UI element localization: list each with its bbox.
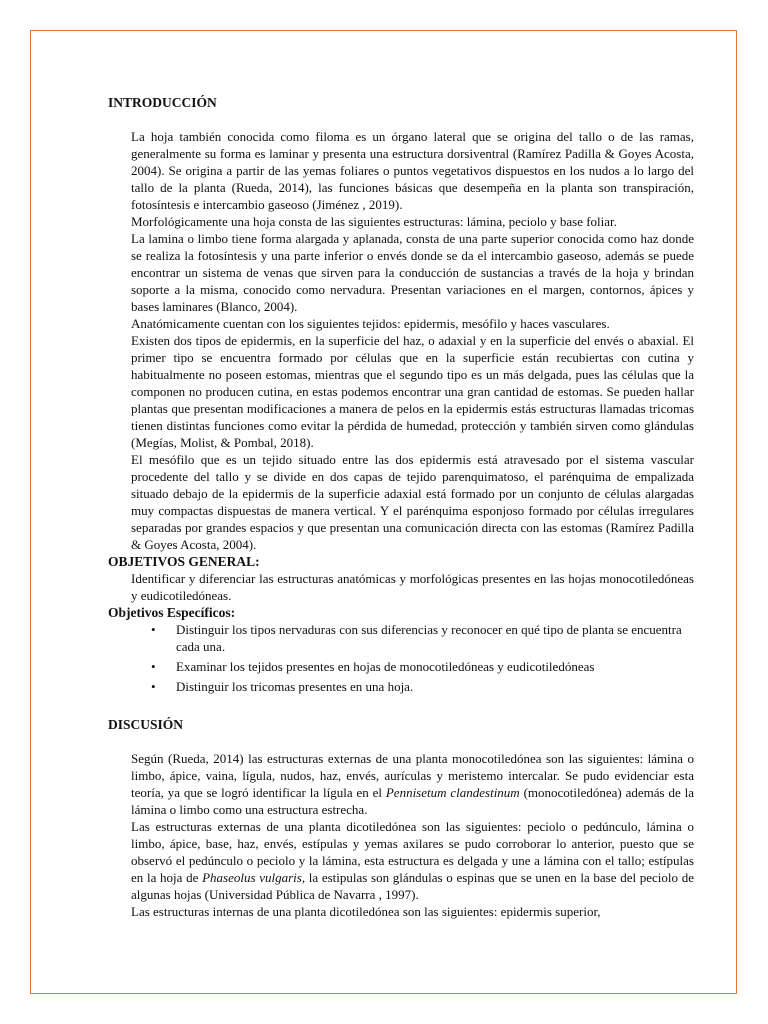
list-item: • Distinguir los tipos nervaduras con sus diferencias y reconocer en qué tipo de planta se encuentra cada una.	[151, 622, 682, 654]
intro-paragraph-6: El mesófilo que es un tejido situado entre las dos epidermis está atravesado por el sistema vascular procedente del tallo y se divide en dos capas de tejido parenquimatoso, el parénquima de empalizada situado debajo de la epidermis de la superficie adaxial está formado por un conjunto de células alargadas muy compactas dispuestas de manera vertical. Y el parénquima esponjoso formado por células irregulares separadas por grandes espacios y que presentan una comunicación directa con las estomas (Ramírez Padilla & Goyes Acosta, 2004).	[131, 452, 694, 552]
page-border	[30, 30, 737, 994]
intro-paragraph-1: La hoja también conocida como filoma es un órgano lateral que se origina del tallo o de las ramas, generalmente su forma es laminar y presenta una estructura dorsiventral (Ramírez Padilla & Goyes Acosta, 2004). Se origina a partir de las yemas foliares o puntos vegetativos dispuestos en los nudos a lo largo del tallo de la planta (Rueda, 2014), las funciones básicas que desempeña en la planta son transpiración, fotosíntesis e intercambio gaseoso (Jiménez , 2019).	[131, 129, 694, 212]
intro-paragraph-5: Existen dos tipos de epidermis, en la superficie del haz, o adaxial y en la superficie del envés o abaxial. El primer tipo se encuentra formado por células que en la superficie están recubiertas con cutina y habitualmente no poseen estomas, mientras que el segundo tipo es un más delgada, pues las células que la componen no producen cutina, en estas podemos encontrar una gran cantidad de estomas. Se pueden hallar plantas que presentan modificaciones a manera de pelos en la epidermis estás estructuras llamadas tricomas tienen distintas funciones como evitar la pérdida de humedad, protección y también sirven como glándulas (Megías, Molist, & Pombal, 2018).	[131, 333, 694, 450]
heading-objetivos-general: OBJETIVOS GENERAL:	[108, 554, 260, 569]
heading-objetivos-especificos: Objetivos Específicos:	[108, 605, 236, 620]
objetivos-especificos-list	[151, 621, 694, 695]
document-body	[108, 94, 694, 920]
species-name: Pennisetum clandestinum	[385, 785, 520, 800]
species-name: Phaseolus vulgaris	[202, 870, 302, 885]
bullet-icon: •	[151, 659, 156, 674]
intro-paragraph-2: Morfológicamente una hoja consta de las siguientes estructuras: lámina, peciolo y base foliar.	[131, 214, 617, 229]
discusion-paragraph-1: Según (Rueda, 2014) las estructuras externas de una planta monocotiledónea son las siguientes: lámina o limbo, ápice, vaina, lígula, nudos, haz, envés, aurículas y meristemo intercalar. Se pudo evidenciar esta teoría, ya que se logró identificar la lígula en el Pennisetum clandestinum (monocotiledónea) además de la lámina o limbo como una estructura estrecha.	[131, 751, 694, 817]
discusion-paragraph-2: Las estructuras externas de una planta dicotiledónea son las siguientes: peciolo o pedúnculo, lámina o limbo, ápice, base, haz, envés, estípulas y yemas axilares se pudo corroborar lo anterior, puesto que se observó el pedúnculo o peciolo y la lámina, esta estructura es delgada y une a lámina con el tallo; estípulas en la hoja de Phaseolus vulgaris, la estipulas son glándulas o espinas que se unen en la base del peciolo de algunas hojas (Universidad Pública de Navarra , 1997).	[131, 819, 694, 902]
list-item: • Examinar los tejidos presentes en hojas de monocotiledóneas y eudicotiledóneas	[151, 659, 595, 674]
intro-paragraph-3: La lamina o limbo tiene forma alargada y aplanada, consta de una parte superior conocida como haz donde se realiza la fotosíntesis y una parte inferior o envés donde se da el intercambio gaseoso, además se puede encontrar un sistema de venas que sirven para la conducción de sustancias a través de la hoja y brindan soporte a la misma, conocido como nervadura. Presentan variaciones en el margen, contornos, ápices y bases laminares (Blanco, 2004).	[131, 231, 694, 314]
bullet-icon: •	[151, 679, 156, 694]
heading-introduccion: INTRODUCCIÓN	[108, 95, 217, 110]
heading-discusion: DISCUSIÓN	[108, 717, 184, 732]
objetivo-general-text: Identificar y diferenciar las estructuras anatómicas y morfológicas presentes en las hojas monocotiledóneas y eudicotiledóneas.	[131, 571, 694, 603]
intro-paragraph-4: Anatómicamente cuentan con los siguientes tejidos: epidermis, mesófilo y haces vasculares.	[131, 316, 610, 331]
discusion-paragraph-3: Las estructuras internas de una planta dicotiledónea son las siguientes: epidermis superior,	[131, 904, 601, 919]
discusion-section	[131, 750, 694, 920]
bullet-icon: •	[151, 622, 156, 637]
list-item: • Distinguir los tricomas presentes en una hoja.	[151, 679, 414, 694]
intro-section	[131, 128, 694, 553]
